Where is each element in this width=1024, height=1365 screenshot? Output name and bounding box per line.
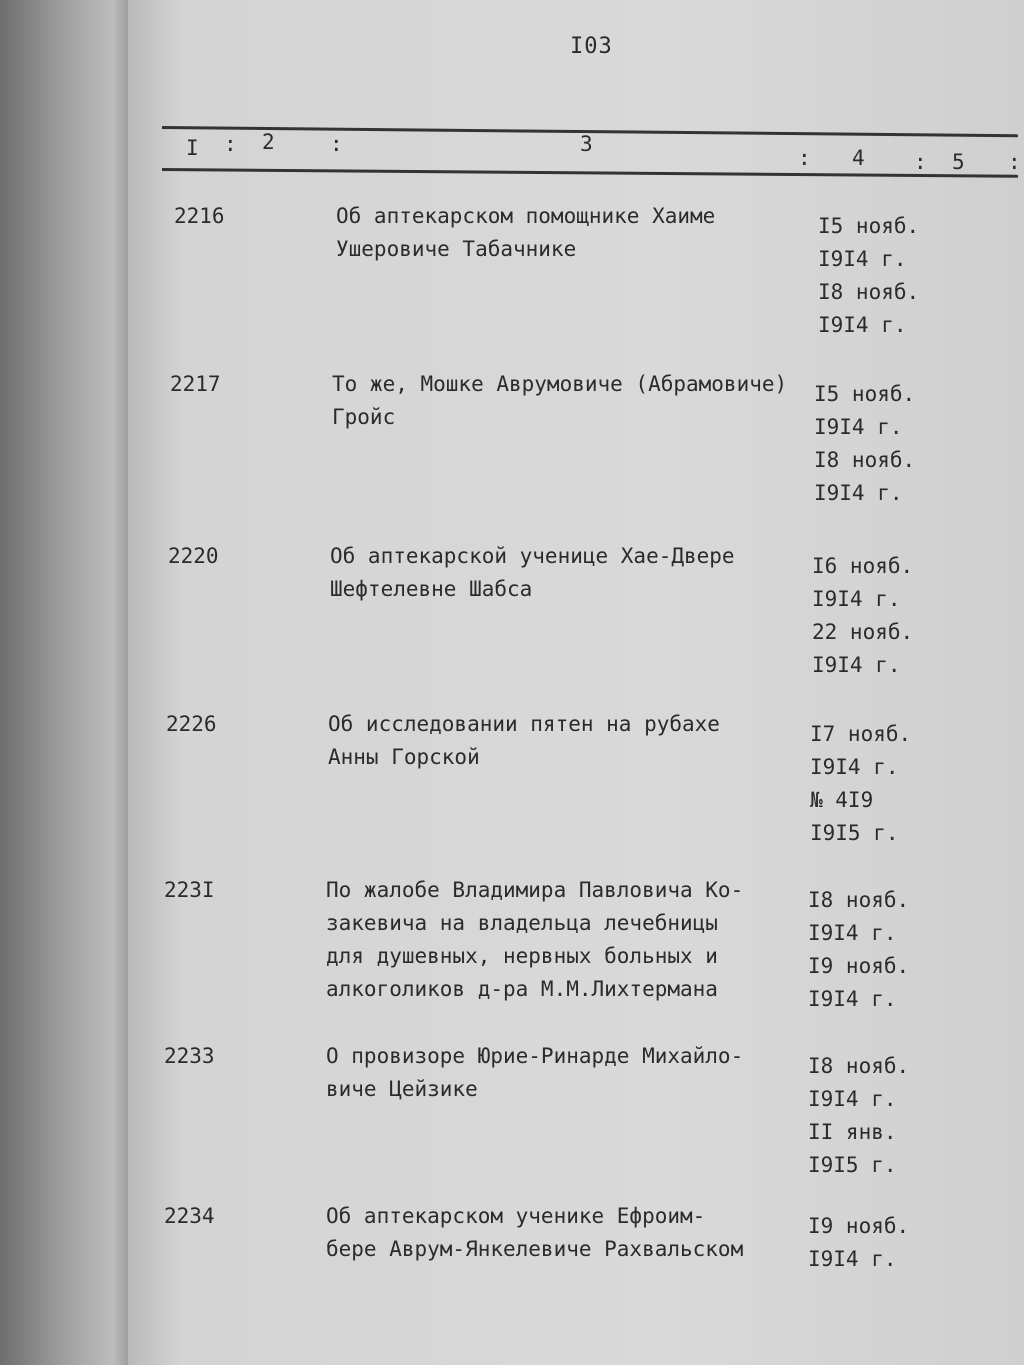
entry-number: 2220 — [168, 544, 219, 568]
column-separator: : — [1008, 150, 1021, 174]
column-header-5: 5 — [952, 150, 965, 174]
entry-description: Об аптекарском ученике Ефроим- бере Аврум-Янкелевиче Рахвальском — [326, 1204, 744, 1261]
document-page — [128, 0, 1024, 1365]
entry-number: 2216 — [174, 204, 225, 228]
column-separator: : — [798, 146, 811, 170]
entry-description: Об исследовании пятен на рубахе Анны Горской — [328, 712, 720, 769]
column-header-4: 4 — [852, 146, 865, 170]
header-rule-bottom — [162, 168, 1018, 178]
entry-number: 2233 — [164, 1044, 215, 1068]
entry-dates: I8 нояб. I9I4 г. II янв. I9I5 г. — [808, 1054, 910, 1177]
column-separator: : — [224, 132, 237, 156]
entry-dates: I9 нояб. I9I4 г. — [808, 1214, 910, 1271]
entry-description: О провизоре Юрие-Ринарде Михайло- виче Цейзике — [326, 1044, 744, 1101]
column-header-1: I — [186, 136, 199, 160]
entry-description: Об аптекарской ученице Хае-Двере Шефтелевне Шабса — [330, 544, 735, 601]
entry-dates: I6 нояб. I9I4 г. 22 нояб. I9I4 г. — [812, 554, 914, 677]
entry-number: 223I — [164, 878, 215, 902]
entry-description: Об аптекарском помощнике Хаиме Ушеровиче Табачнике — [336, 204, 716, 261]
entry-description: То же, Мошке Аврумовиче (Абрамовиче) Гройс — [332, 372, 788, 429]
column-separator: : — [330, 132, 343, 156]
entry-number: 2217 — [170, 372, 221, 396]
entry-dates: I5 нояб. I9I4 г. I8 нояб. I9I4 г. — [814, 382, 916, 505]
column-header-3: 3 — [580, 132, 593, 156]
entry-number: 2226 — [166, 712, 217, 736]
page-number: I03 — [570, 34, 613, 59]
column-header-2: 2 — [262, 130, 275, 154]
entry-dates: I5 нояб. I9I4 г. I8 нояб. I9I4 г. — [818, 214, 920, 337]
entry-dates: I8 нояб. I9I4 г. I9 нояб. I9I4 г. — [808, 888, 910, 1011]
entry-number: 2234 — [164, 1204, 215, 1228]
entry-description: По жалобе Владимира Павловича Ко- закевича на владельца лечебницы для душевных, нервных больных и алкоголиков д-ра М.М.Лихтермана — [326, 878, 744, 1001]
column-separator: : — [914, 150, 927, 174]
entry-dates: I7 нояб. I9I4 г. № 4I9 I9I5 г. — [810, 722, 912, 845]
